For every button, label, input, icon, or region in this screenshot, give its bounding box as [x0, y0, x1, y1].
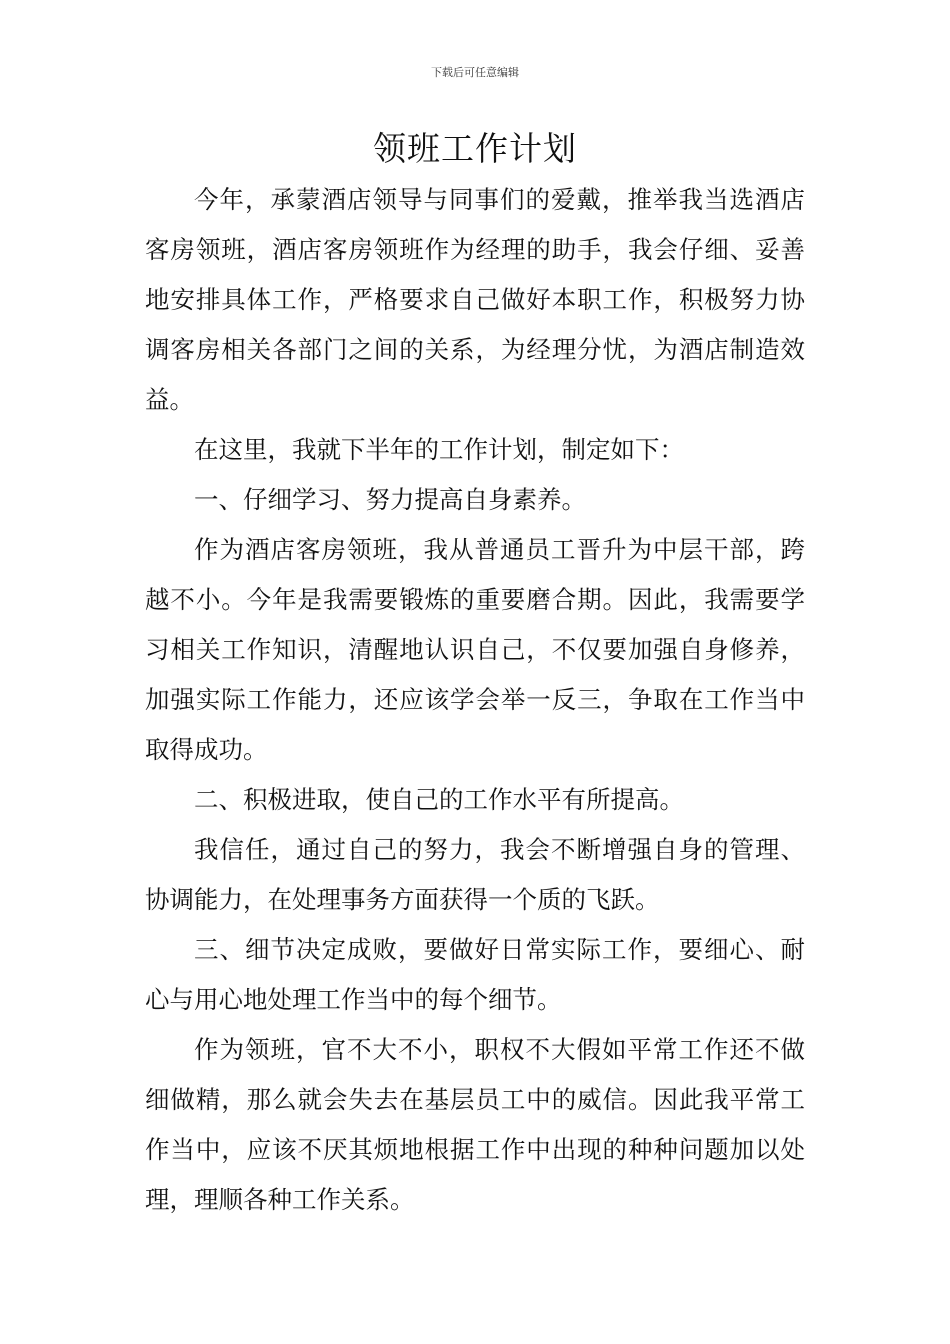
paragraph-section-2: 我信任，通过自己的努力，我会不断增强自身的管理、协调能力，在处理事务方面获得一个质的飞跃。 — [145, 835, 805, 914]
section-heading-1: 一、仔细学习、努力提高自身素养。 — [194, 485, 586, 514]
paragraph-intro: 今年，承蒙酒店领导与同事们的爱戴，推举我当选酒店客房领班，酒店客房领班作为经理的助手，我会仔细、妥善地安排具体工作，严格要求自己做好本职工作，积极努力协调客房相关各部门之间的关系，为经理分忧，为酒店制造效益。 — [145, 185, 805, 414]
header-note: 下载后可任意编辑 — [431, 66, 519, 79]
section-heading-2: 二、积极进取，使自己的工作水平有所提高。 — [194, 785, 684, 814]
document-title: 领班工作计划 — [373, 129, 577, 168]
section-heading-3: 三、细节决定成败，要做好日常实际工作，要细心、耐心与用心地处理工作当中的每个细节。 — [145, 935, 805, 1014]
paragraph-plan-lead: 在这里，我就下半年的工作计划，制定如下： — [194, 435, 684, 464]
document-body — [145, 175, 805, 1225]
paragraph-section-3: 作为领班，官不大不小，职权不大假如平常工作还不做细做精，那么就会失去在基层员工中的威信。因此我平常工作当中，应该不厌其烦地根据工作中出现的种种问题加以处理，理顺各种工作关系。 — [145, 1035, 805, 1214]
paragraph-section-1: 作为酒店客房领班，我从普通员工晋升为中层干部，跨越不小。今年是我需要锻炼的重要磨合期。因此，我需要学习相关工作知识，清醒地认识自己，不仅要加强自身修养，加强实际工作能力，还应该学会举一反三，争取在工作当中取得成功。 — [145, 535, 805, 764]
